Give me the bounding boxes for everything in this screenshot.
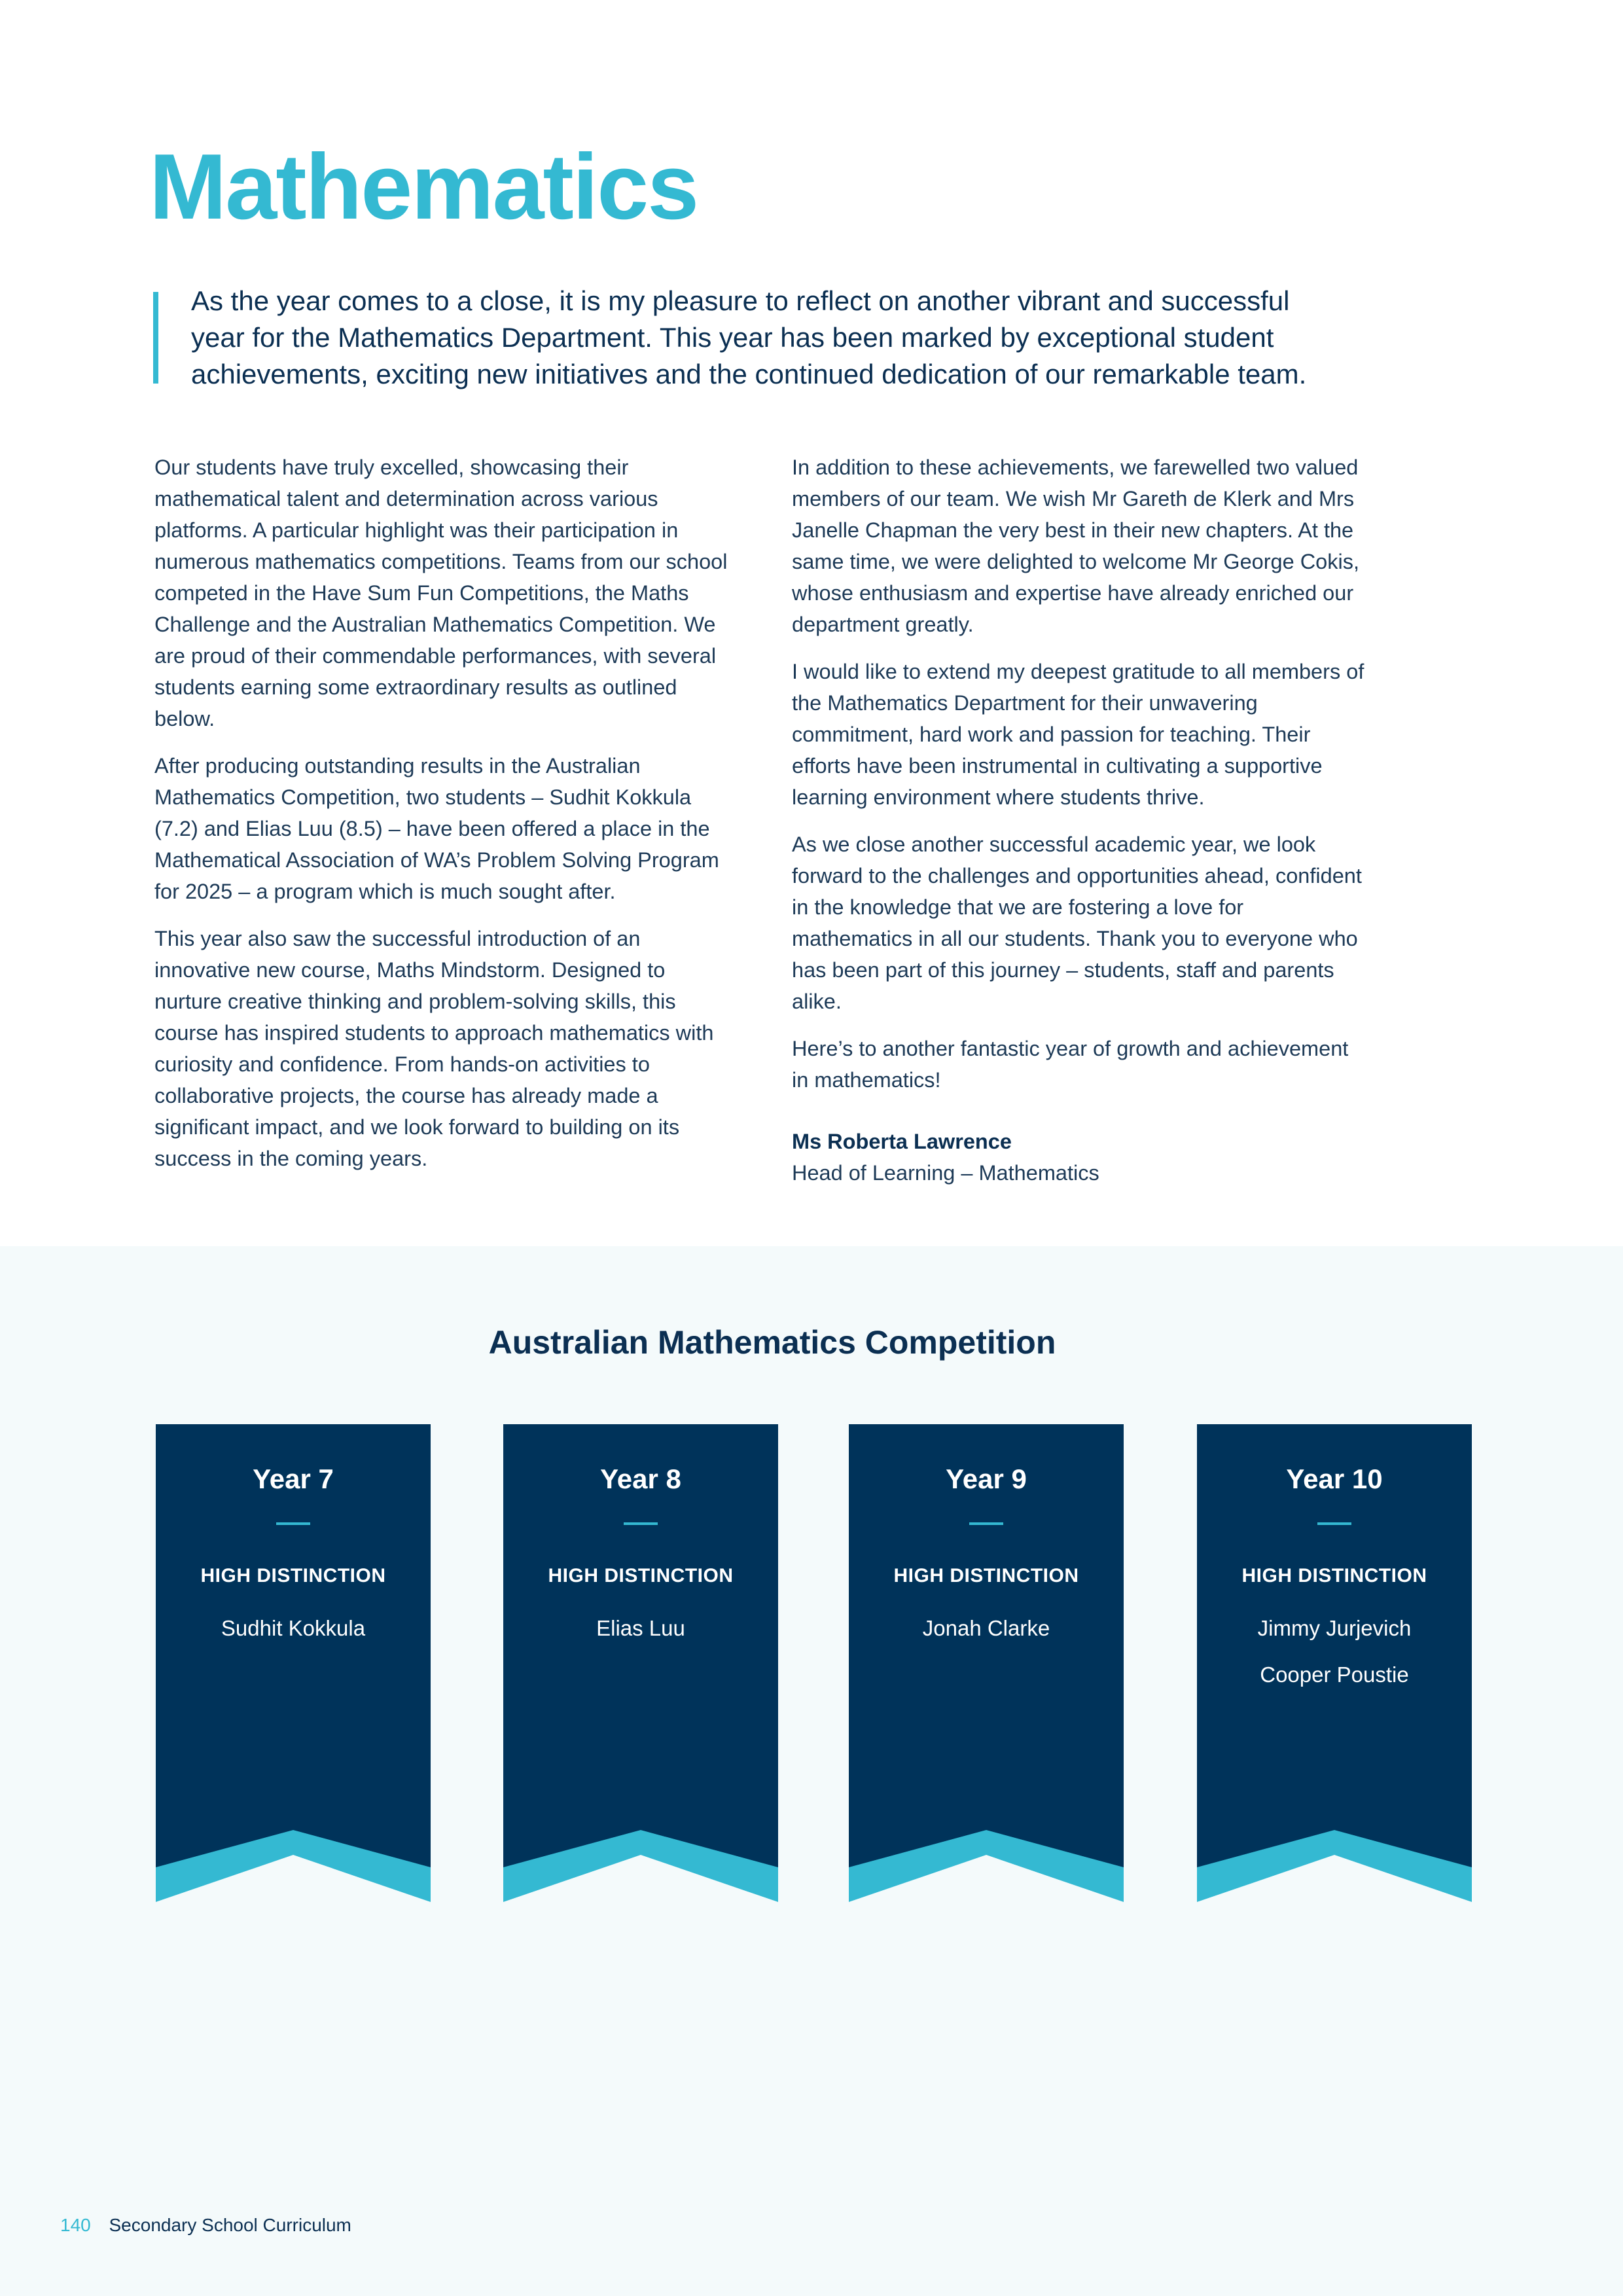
signature-name: Ms Roberta Lawrence — [792, 1130, 1012, 1153]
ribbon-names — [1197, 1605, 1472, 1698]
ribbon-award: HIGH DISTINCTION — [893, 1565, 1079, 1587]
body-paragraph: Our students have truly excelled, showcasing their mathematical talent and determination across various platforms. A particular highlight was their participation in numerous mathematics competitions. Teams from our school competed in the Have Sum Fun Competitions, the Maths Challenge and the Australian Mathematics Competition. We are proud of their commendable performances, with several students earning some extraordinary results as outlined below. — [154, 456, 728, 730]
student-name: Sudhit Kokkula — [221, 1616, 366, 1640]
award-ribbon-year-8 — [503, 1424, 778, 1902]
signature-role: Head of Learning – Mathematics — [792, 1161, 1099, 1185]
ribbon-divider — [1317, 1522, 1351, 1525]
ribbon-award: HIGH DISTINCTION — [1241, 1565, 1427, 1587]
ribbon-year: Year 8 — [600, 1463, 681, 1494]
award-ribbon-year-9 — [849, 1424, 1124, 1902]
body-paragraph: Here’s to another fantastic year of growth and achievement in mathematics! — [792, 1037, 1349, 1092]
body-paragraph: This year also saw the successful introduction of an innovative new course, Maths Mindstorm. Designed to nurture creative thinking and problem-solving skills, this course has inspired students to approach mathematics with curiosity and confidence. From hands-on activities to collaborative projects, the course has already made a significant impact, and we look forward to building on its success in the coming years. — [154, 927, 714, 1170]
student-name: Elias Luu — [596, 1616, 685, 1640]
intro-paragraph: As the year comes to a close, it is my pleasure to reflect on another vibrant and successful year for the Mathematics Department. This year has been marked by exceptional student achievements, exciting new initiatives and the continued dedication of our remarkable team. — [191, 285, 1307, 389]
ribbon-divider — [276, 1522, 310, 1525]
ribbon-divider — [969, 1522, 1003, 1525]
ribbon-divider — [624, 1522, 658, 1525]
body-paragraph: As we close another successful academic year, we look forward to the challenges and opportunities ahead, confident in the knowledge that we are fostering a love for mathematics in all our students. Thank you to everyone who has been part of this journey – students, staff and parents alike. — [792, 833, 1362, 1013]
ribbon-names — [503, 1605, 778, 1651]
award-ribbon-year-10 — [1197, 1424, 1472, 1902]
student-name: Cooper Poustie — [1260, 1662, 1409, 1687]
body-paragraph: In addition to these achievements, we farewelled two valued members of our team. We wish Mr Gareth de Klerk and Mrs Janelle Chapman the very best in their new chapters. At the same time, we were delighted to welcome Mr George Cokis, whose enthusiasm and expertise have already enriched our department greatly. — [792, 456, 1360, 636]
student-name: Jimmy Jurjevich — [1257, 1616, 1412, 1640]
ribbon-year: Year 10 — [1286, 1463, 1383, 1494]
body-column-right — [792, 452, 1368, 1189]
page-footer — [60, 2212, 351, 2238]
section-label: Secondary School Curriculum — [109, 2215, 351, 2235]
competition-title: Australian Mathematics Competition — [488, 1324, 1056, 1361]
body-paragraph: After producing outstanding results in the Australian Mathematics Competition, two students – Sudhit Kokkula (7.2) and Elias Luu (8.5) – have been offered a place in the Mathematical Association of WA’s Problem Solving Program for 2025 – a program which is much sought after. — [154, 754, 719, 903]
ribbon-award: HIGH DISTINCTION — [200, 1565, 386, 1587]
ribbon-year: Year 9 — [946, 1463, 1027, 1494]
ribbon-award: HIGH DISTINCTION — [548, 1565, 734, 1587]
award-ribbon-year-7 — [156, 1424, 431, 1902]
student-name: Jonah Clarke — [922, 1616, 1050, 1640]
ribbon-names — [849, 1605, 1124, 1651]
body-column-left — [154, 452, 730, 1190]
ribbon-year: Year 7 — [253, 1463, 334, 1494]
ribbon-names — [156, 1605, 431, 1651]
page-title: Mathematics — [149, 135, 698, 239]
page-number: 140 — [60, 2215, 91, 2235]
intro-accent-bar — [153, 292, 158, 384]
body-paragraph: I would like to extend my deepest gratitude to all members of the Mathematics Department for their unwavering commitment, hard work and passion for teaching. Their efforts have been instrumental in cultivating a supportive learning environment where students thrive. — [792, 660, 1364, 809]
